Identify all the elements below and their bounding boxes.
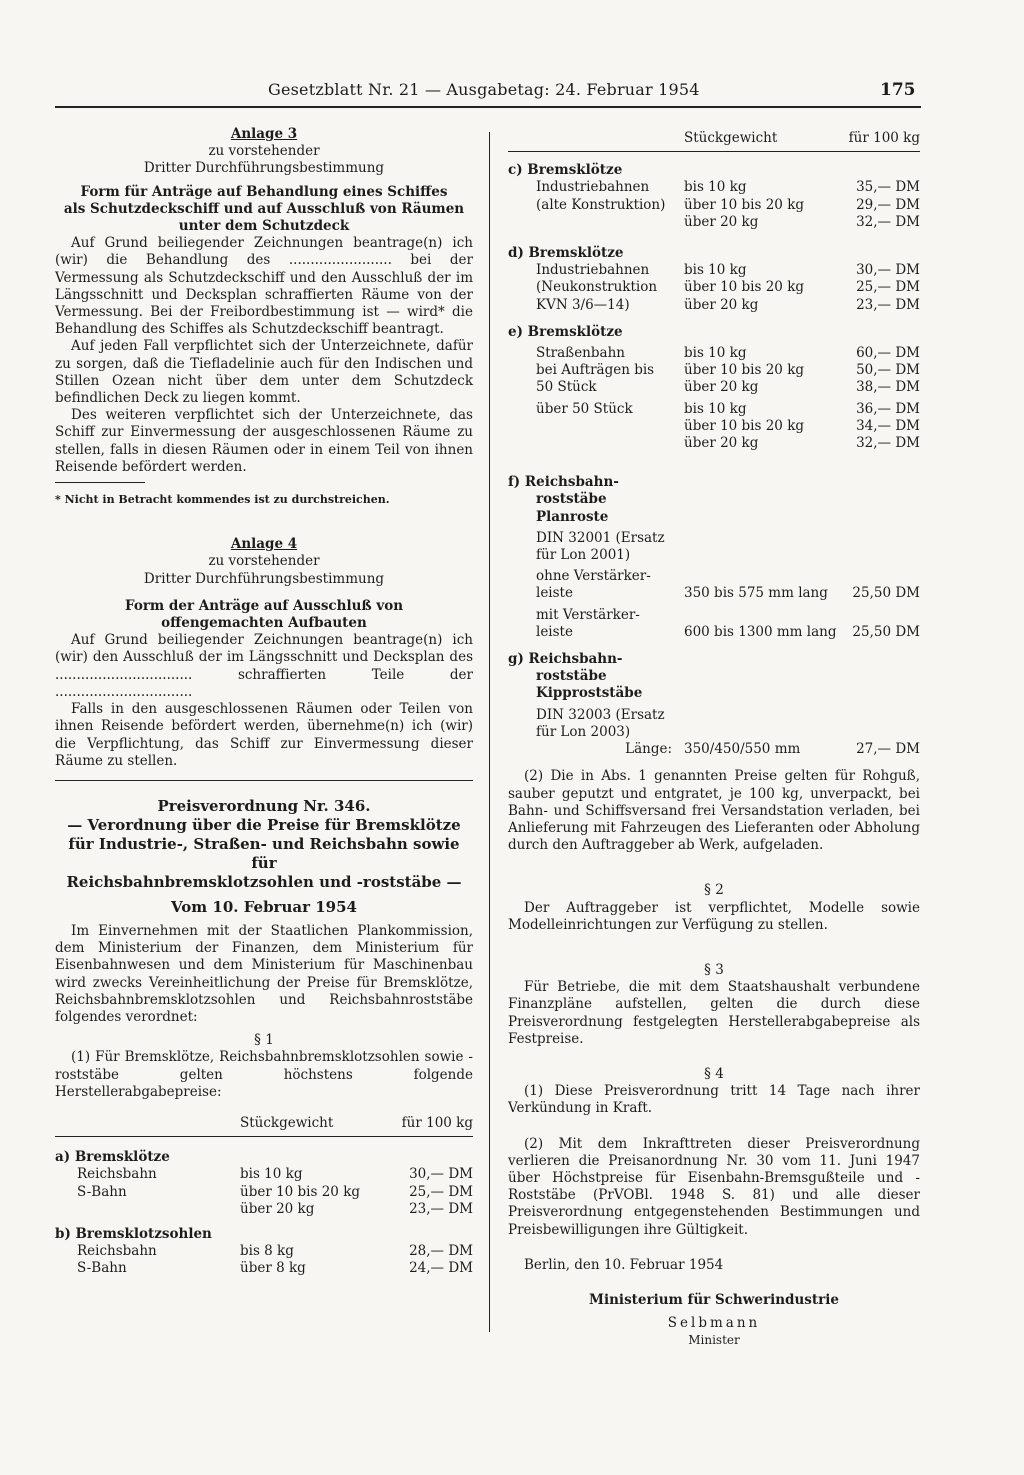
anlage4-title: Anlage 4 [230,536,298,553]
verordnung-intro: Im Einvernehmen mit der Staatlichen Plankommission, dem Ministerium der Finanzen, dem Ministerium für Eisenbahnwesen und dem Ministerium für Maschinenbau wird zwecks Vereinheitlichung der Preise für Bremsklötze, Reichsbahnbremsklotzsohlen und Reichsbahnroststäbe folgendes verordnet: [55,922,473,1025]
place-date: Berlin, den 10. Februar 1954 [524,1256,724,1273]
page-number: 175 [880,80,916,100]
table-row: (alte Konstruktion) über 10 bis 20 kg 29,— DM [536,196,920,213]
section-divider [55,780,473,781]
table-row: über 20 kg 32,— DM [684,213,920,230]
table-row: leiste 600 bis 1300 mm lang 25,50 DM [536,623,920,640]
anlage3-sub2: Dritter Durchführungsbestimmung [143,160,385,177]
right-column [508,130,920,1350]
anlage3-heading3: unter dem Schutzdeck [178,218,350,235]
anlage3-sub1: zu vorstehender [208,143,320,160]
section-4-title: § 4 [704,1065,724,1082]
group-label: e) Bremsklötze [508,323,623,340]
section-3-text: Für Betriebe, die mit dem Staatshaushalt verbundene Finanzpläne aufstellen, gelten die durch diese Preisverordnung festgelegten Herstellerabgabepreise als Festpreise. [508,979,920,1047]
page-header: Gesetzblatt Nr. 21 — Ausgabetag: 24. Februar 1954 [268,80,700,99]
ministry: Ministerium für Schwerindustrie [589,1291,839,1308]
section-4-paragraph-1: (1) Diese Preisverordnung tritt 14 Tage nach ihrer Verkündung in Kraft. [508,1083,920,1117]
din-label: DIN 32001 (Ersatz [536,529,665,546]
price-table-left [55,1115,473,1278]
col-weight-header: Stückgewicht [684,130,845,152]
anlage3-title: Anlage 3 [230,126,298,142]
table-row: über 50 Stück bis 10 kg 36,— DM [536,400,920,417]
group-label: Planroste [536,508,609,525]
column-divider [489,132,490,1332]
footnote: * Nicht in Betracht kommendes ist zu durchstreichen. [55,493,390,507]
anlage4-paragraph: Auf Grund beiliegender Zeichnungen beantrage(n) ich (wir) den Ausschluß der im Längsschnitt und Decksplan des ................................ schraffierten Teile der ................................ [55,632,473,700]
section-4-paragraph-2: (2) Mit dem Inkrafttreten dieser Preisverordnung verlieren die Preisanordnung Nr. 30 vom 11. Juni 1947 über Höchstpreise für Eisenbahn-Bremsgußteile und -Roststäbe (PrVOBl. 1948 S. 81) und alle dieser Preisverordnung entgegenstehenden Bestimmungen und Preisbewilligungen ihre Gültigkeit. [508,1135,920,1238]
anlage4-paragraph: Falls in den ausgeschlossenen Räumen oder Teilen von ihnen Reisende befördert werden, übernehme(n) ich (wir) die Verpflichtung, das Schiff zur Einvermessung dieser Räume zu stellen. [55,701,473,769]
table-row: Reichsbahn bis 8 kg 28,— DM [77,1243,473,1260]
signer-title: Minister [688,1333,740,1348]
anlage4-sub2: Dritter Durchführungsbestimmung [143,570,385,587]
din-label: für Lon 2001) [536,547,631,564]
price-table-right [508,130,920,758]
section-1-title: § 1 [254,1032,274,1049]
verordnung-title: Reichsbahnbremsklotzsohlen und -roststäbe — [66,872,462,891]
col-price-header: für 100 kg [845,130,920,152]
col-price-header: für 100 kg [386,1115,473,1137]
section-1-paragraph-2: (2) Die in Abs. 1 genannten Preise gelten für Rohguß, sauber geputzt und entgratet, je 100 kg, unverpackt, bei Bahn- und Schiffsversand frei Versandstation verladen, bei Anlieferung mit Fahrzeugen des Lieferanten oder Abholung durch den Auftraggeber ab Werk, aufgeladen. [508,768,920,854]
table-row: Industriebahnen bis 10 kg 35,— DM [536,179,920,196]
row-label: ohne Verstärker- [536,568,651,585]
anlage3-heading2: als Schutzdeckschiff und auf Ausschluß von Räumen [63,200,465,217]
anlage3-paragraph: Des weiteren verpflichtet sich der Unterzeichnete, das Schiff zur Einvermessung der ausgeschlossenen Räume zu stellen, falls in diesen Räumen oder in einem Teil von ihnen Reisende befördert werden. [55,407,473,475]
table-row: bei Aufträgen bis über 10 bis 20 kg 50,— DM [536,362,920,379]
group-label: a) Bremsklötze [55,1149,170,1166]
footnote-rule [55,482,145,483]
table-header [55,1115,473,1137]
table-header [508,130,920,152]
col-weight-header: Stückgewicht [240,1115,386,1137]
group-label: d) Bremsklötze [508,245,624,262]
signer: Selbmann [667,1315,761,1332]
header-rule [55,106,921,108]
group-label: f) Reichsbahn- [508,474,619,491]
verordnung-date: Vom 10. Februar 1954 [171,897,357,916]
anlage4-heading2: offengemachten Aufbauten [161,615,367,632]
group-label: g) Reichsbahn- [508,651,623,668]
anlage3-paragraph: Auf jeden Fall verpflichtet sich der Unterzeichnete, dafür zu sorgen, daß die Tiefladelinie auch für den Indischen und Stillen Ozean nicht über dem unter dem Schutzdeck befindlichen Deck zu liegen kommt. [55,338,473,407]
table-row: KVN 3/6—14) über 20 kg 23,— DM [536,296,920,313]
verordnung-title: Preisverordnung Nr. 346. [157,796,371,815]
table-row: leiste 350 bis 575 mm lang 25,50 DM [536,585,920,602]
verordnung-title: für Industrie-, Straßen- und Reichsbahn sowie für [68,834,460,872]
din-label: DIN 32003 (Ersatz [536,706,665,723]
group-label: roststäbe [536,668,607,685]
table-row: über 20 kg 23,— DM [240,1200,473,1217]
section-3-title: § 3 [704,961,724,978]
table-row: S-Bahn über 8 kg 24,— DM [77,1260,473,1277]
group-label: b) Bremsklotzsohlen [55,1225,212,1242]
verordnung-title: — Verordnung über die Preise für Bremsklötze [67,815,461,834]
anlage4-sub1: zu vorstehender [208,553,320,570]
section-1-text: (1) Für Bremsklötze, Reichsbahnbremsklotzsohlen sowie -roststäbe gelten höchstens folgende Herstellerabgabepreise: [55,1049,473,1100]
group-label: Kipproststäbe [536,685,643,702]
group-label: c) Bremsklötze [508,162,623,179]
table-row: über 10 bis 20 kg 34,— DM [684,417,920,434]
anlage3-paragraph: Auf Grund beiliegender Zeichnungen beantrage(n) ich (wir) die Behandlung des ........................ bei der Vermessung als Schutzdeckschiff und den Ausschluß der im Längsschnitt und Decksplan schraffierten Räume von der Vermessung. Bei der Freibordbestimmung ist — wird* die Behandlung des Schiffes als Schutzdeckschiff beantragt. [55,235,473,338]
table-row: 50 Stück über 20 kg 38,— DM [536,379,920,396]
anlage4-heading1: Form der Anträge auf Ausschluß von [124,597,404,614]
row-label: mit Verstärker- [536,606,640,623]
anlage3-heading1: Form für Anträge auf Behandlung eines Schiffes [80,183,448,200]
table-row: S-Bahn über 10 bis 20 kg 25,— DM [77,1183,473,1200]
table-row: Länge: 350/450/550 mm 27,— DM [625,741,920,758]
left-column [55,126,473,1278]
group-label: roststäbe [536,491,607,508]
table-row: über 20 kg 32,— DM [684,435,920,452]
table-row: Straßenbahn bis 10 kg 60,— DM [536,345,920,362]
table-row: (Neukonstruktion über 10 bis 20 kg 25,— DM [536,279,920,296]
section-2-title: § 2 [704,882,724,899]
din-label: für Lon 2003) [536,723,631,740]
table-row: Reichsbahn bis 10 kg 30,— DM [77,1166,473,1183]
section-2-text: Der Auftraggeber ist verpflichtet, Modelle sowie Modelleinrichtungen zur Verfügung zu stellen. [508,899,920,933]
table-row: Industriebahnen bis 10 kg 30,— DM [536,262,920,279]
